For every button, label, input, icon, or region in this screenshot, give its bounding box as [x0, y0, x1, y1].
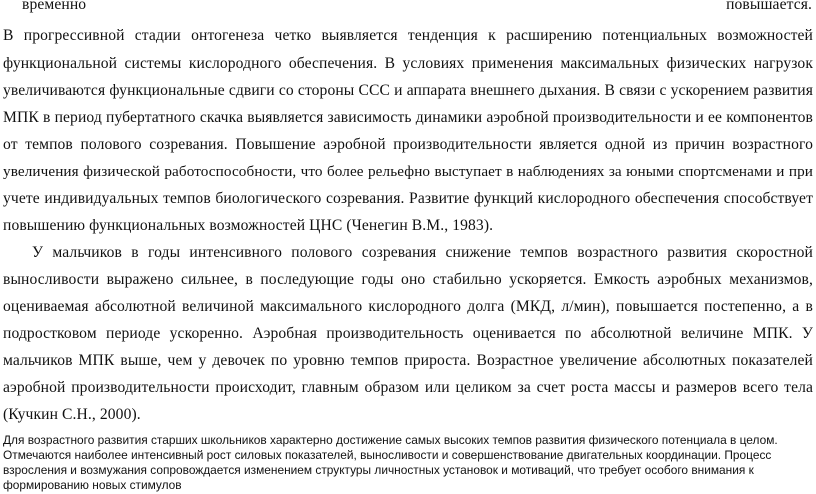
- text-line: увеличения физической работоспособности, что более рельефно выступает в наблюдениях за юными спортсменами и при: [3, 163, 813, 180]
- continued-line-right: повышается.: [726, 0, 812, 13]
- text-line: У мальчиков в годы интенсивного полового созревания снижение темпов возрастного развития скоростной: [32, 244, 813, 261]
- text-line: повышению функциональных возможностей ЦНС (Ченегин В.М., 1983).: [3, 217, 494, 234]
- text-line: от темпов полового созревания. Повышение аэробной производительности является одной из причин возрастного: [3, 136, 813, 153]
- text-line: оцениваемая абсолютной величиной максимального кислородного долга (МКД, л/мин), повышается постепенно, а в: [3, 298, 813, 315]
- continued-line: [22, 0, 812, 14]
- text-line: выносливости выражено сильнее, в последующие годы оно стабильно ускоряется. Емкость аэробных механизмов,: [3, 271, 813, 288]
- text-line: учете индивидуальных темпов биологического созревания. Развитие функций кислородного обеспечения способствует: [3, 190, 813, 207]
- text-line: Для возрастного развития старших школьников характерно достижение самых высоких темпов развития физического потенциала в целом.: [3, 433, 778, 447]
- text-line: Отмечаются наиболее интенсивный рост силовых показателей, выносливости и совершенствование двигательных координации. Процесс: [3, 448, 772, 462]
- text-line: В прогрессивной стадии онтогенеза четко выявляется тенденция к расширению потенциальных возможностей: [3, 27, 813, 44]
- text-line: формированию новых стимулов: [3, 478, 182, 492]
- text-line: МПК в период пубертатного скачка выявляется зависимость динамики аэробной производительности и ее компонентов: [3, 109, 813, 126]
- continued-line-left: временно: [22, 0, 87, 13]
- text-line: взросления и возмужания сопровождается изменением структуры личностных установок и мотиваций, что требует особого внимания к: [3, 463, 754, 477]
- text-line: подростковом периоде ускоренно. Аэробная производительность оценивается по абсолютной величине МПК. У: [3, 325, 813, 342]
- text-line: увеличиваются функциональные сдвиги со стороны ССС и аппарата внешнего дыхания. В связи с ускорением развития: [3, 82, 813, 99]
- text-line: функциональной системы кислородного обеспечения. В условиях применения максимальных физических нагрузок: [3, 55, 813, 72]
- text-line: аэробной производительности происходит, главным образом или целиком за счет роста массы и размеров всего тела: [3, 379, 813, 396]
- text-line: мальчиков МПК выше, чем у девочек по уровню темпов прироста. Возрастное увеличение абсолютных показателей: [3, 352, 813, 369]
- text-line: (Кучкин С.Н., 2000).: [3, 406, 141, 423]
